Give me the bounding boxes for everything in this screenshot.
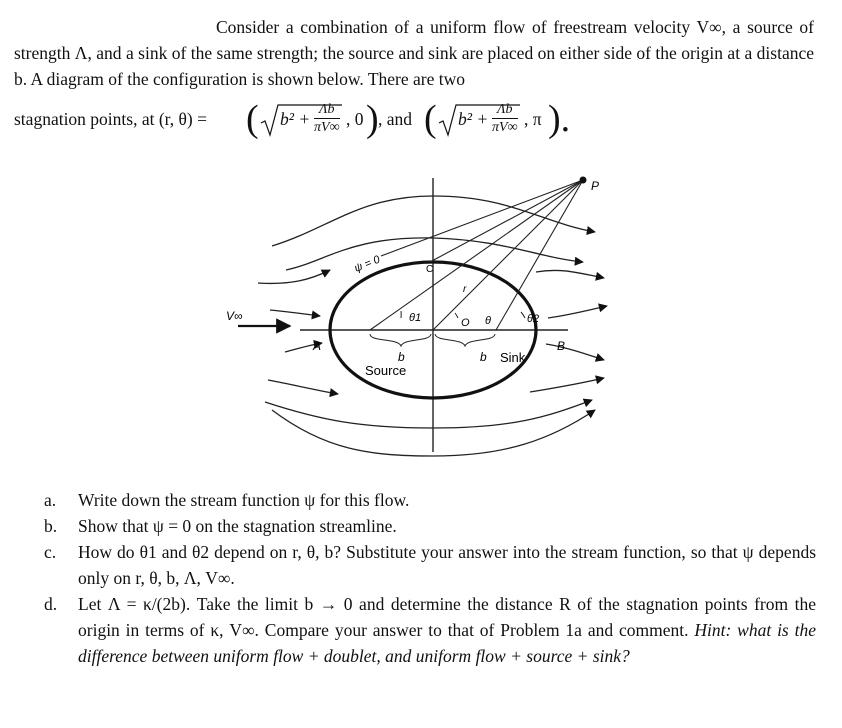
question-text: Let Λ = κ/(2b). Take the limit b → 0 and determine the distance R of the stagnation points from the origin in terms of κ, V∞. Compare your answer to that of Problem 1a and comment. bbox=[78, 594, 816, 640]
fraction-1-denominator: πV∞ bbox=[314, 120, 340, 135]
ray-r bbox=[433, 180, 583, 330]
label-b-left: b bbox=[398, 350, 405, 364]
ray-sink-to-P bbox=[496, 180, 583, 330]
label-A: A bbox=[313, 339, 322, 353]
theta-arc bbox=[455, 313, 458, 318]
question-hint: Hint: what is the difference between uniform flow + doublet, and uniform flow + source + sink? bbox=[78, 620, 816, 666]
streamline bbox=[286, 238, 583, 270]
label-source: Source bbox=[365, 363, 407, 378]
brace-b-right bbox=[435, 334, 495, 346]
label-O: O bbox=[461, 317, 470, 329]
and-word: , and bbox=[378, 109, 413, 129]
point-P bbox=[580, 177, 587, 184]
question-text: How do θ1 and θ2 depend on r, θ, b? Substitute your answer into the stream function, so that ψ depends only on r, θ, b, Λ, V∞. bbox=[78, 542, 816, 588]
question-text: Show that ψ = 0 on the stagnation streamline. bbox=[78, 516, 397, 536]
sqrt-body-2: b² + bbox=[458, 109, 489, 129]
question-label: d. bbox=[44, 594, 58, 614]
question-label: c. bbox=[44, 542, 57, 562]
ray-upper bbox=[381, 180, 583, 256]
label-theta1: θ1 bbox=[409, 312, 422, 324]
question-label: a. bbox=[44, 490, 57, 510]
paren-open-1: ( bbox=[246, 98, 259, 140]
theta2-arc bbox=[521, 312, 525, 318]
streamline bbox=[268, 380, 338, 394]
label-B: B bbox=[557, 339, 566, 353]
streamline bbox=[258, 270, 330, 283]
label-psi-zero: ψ = 0 bbox=[352, 253, 382, 275]
label-C: C bbox=[426, 264, 434, 275]
streamline bbox=[270, 310, 320, 316]
question-b bbox=[44, 513, 816, 539]
fraction-2-numerator: Λb bbox=[492, 102, 518, 119]
question-text: Write down the stream function ψ for this flow. bbox=[78, 490, 410, 510]
brace-b-left bbox=[370, 334, 431, 346]
stagnation-lead: stagnation points, at (r, θ) = bbox=[14, 109, 208, 129]
streamline bbox=[548, 306, 607, 318]
streamline bbox=[536, 270, 604, 278]
label-V-inf: V∞ bbox=[226, 309, 243, 323]
label-P: P bbox=[591, 179, 600, 193]
question-list bbox=[44, 487, 816, 669]
paren-close-2: ). bbox=[548, 98, 571, 140]
question-a bbox=[44, 487, 816, 513]
sqrt-body-1: b² + bbox=[280, 109, 311, 129]
paren-close-1: ) bbox=[366, 98, 379, 140]
angle-1: , 0 bbox=[346, 109, 364, 129]
label-theta2: θ2 bbox=[527, 313, 540, 325]
paren-open-2: ( bbox=[424, 98, 437, 140]
label-r: r bbox=[463, 284, 467, 295]
label-b-right: b bbox=[480, 350, 487, 364]
fraction-1-numerator: Λb bbox=[314, 102, 340, 119]
question-d bbox=[44, 591, 816, 669]
angle-2: , π bbox=[524, 109, 542, 129]
streamline bbox=[530, 378, 604, 392]
label-theta: θ bbox=[485, 315, 491, 327]
question-c bbox=[44, 539, 816, 591]
streamline bbox=[546, 344, 604, 360]
ray-source-to-P bbox=[370, 180, 583, 330]
question-label: b. bbox=[44, 516, 58, 536]
intro-paragraph: Consider a combination of a uniform flow of freestream velocity V∞, a source of strength Λ, and a sink of the same strength; the source and sink are placed on either side of the origin at a distance b. A diagram of the configuration is shown below. There are two bbox=[14, 17, 814, 89]
streamline bbox=[265, 400, 592, 428]
fraction-2-denominator: πV∞ bbox=[492, 120, 518, 135]
label-sink: Sink bbox=[500, 350, 526, 365]
ray-C bbox=[430, 180, 583, 262]
